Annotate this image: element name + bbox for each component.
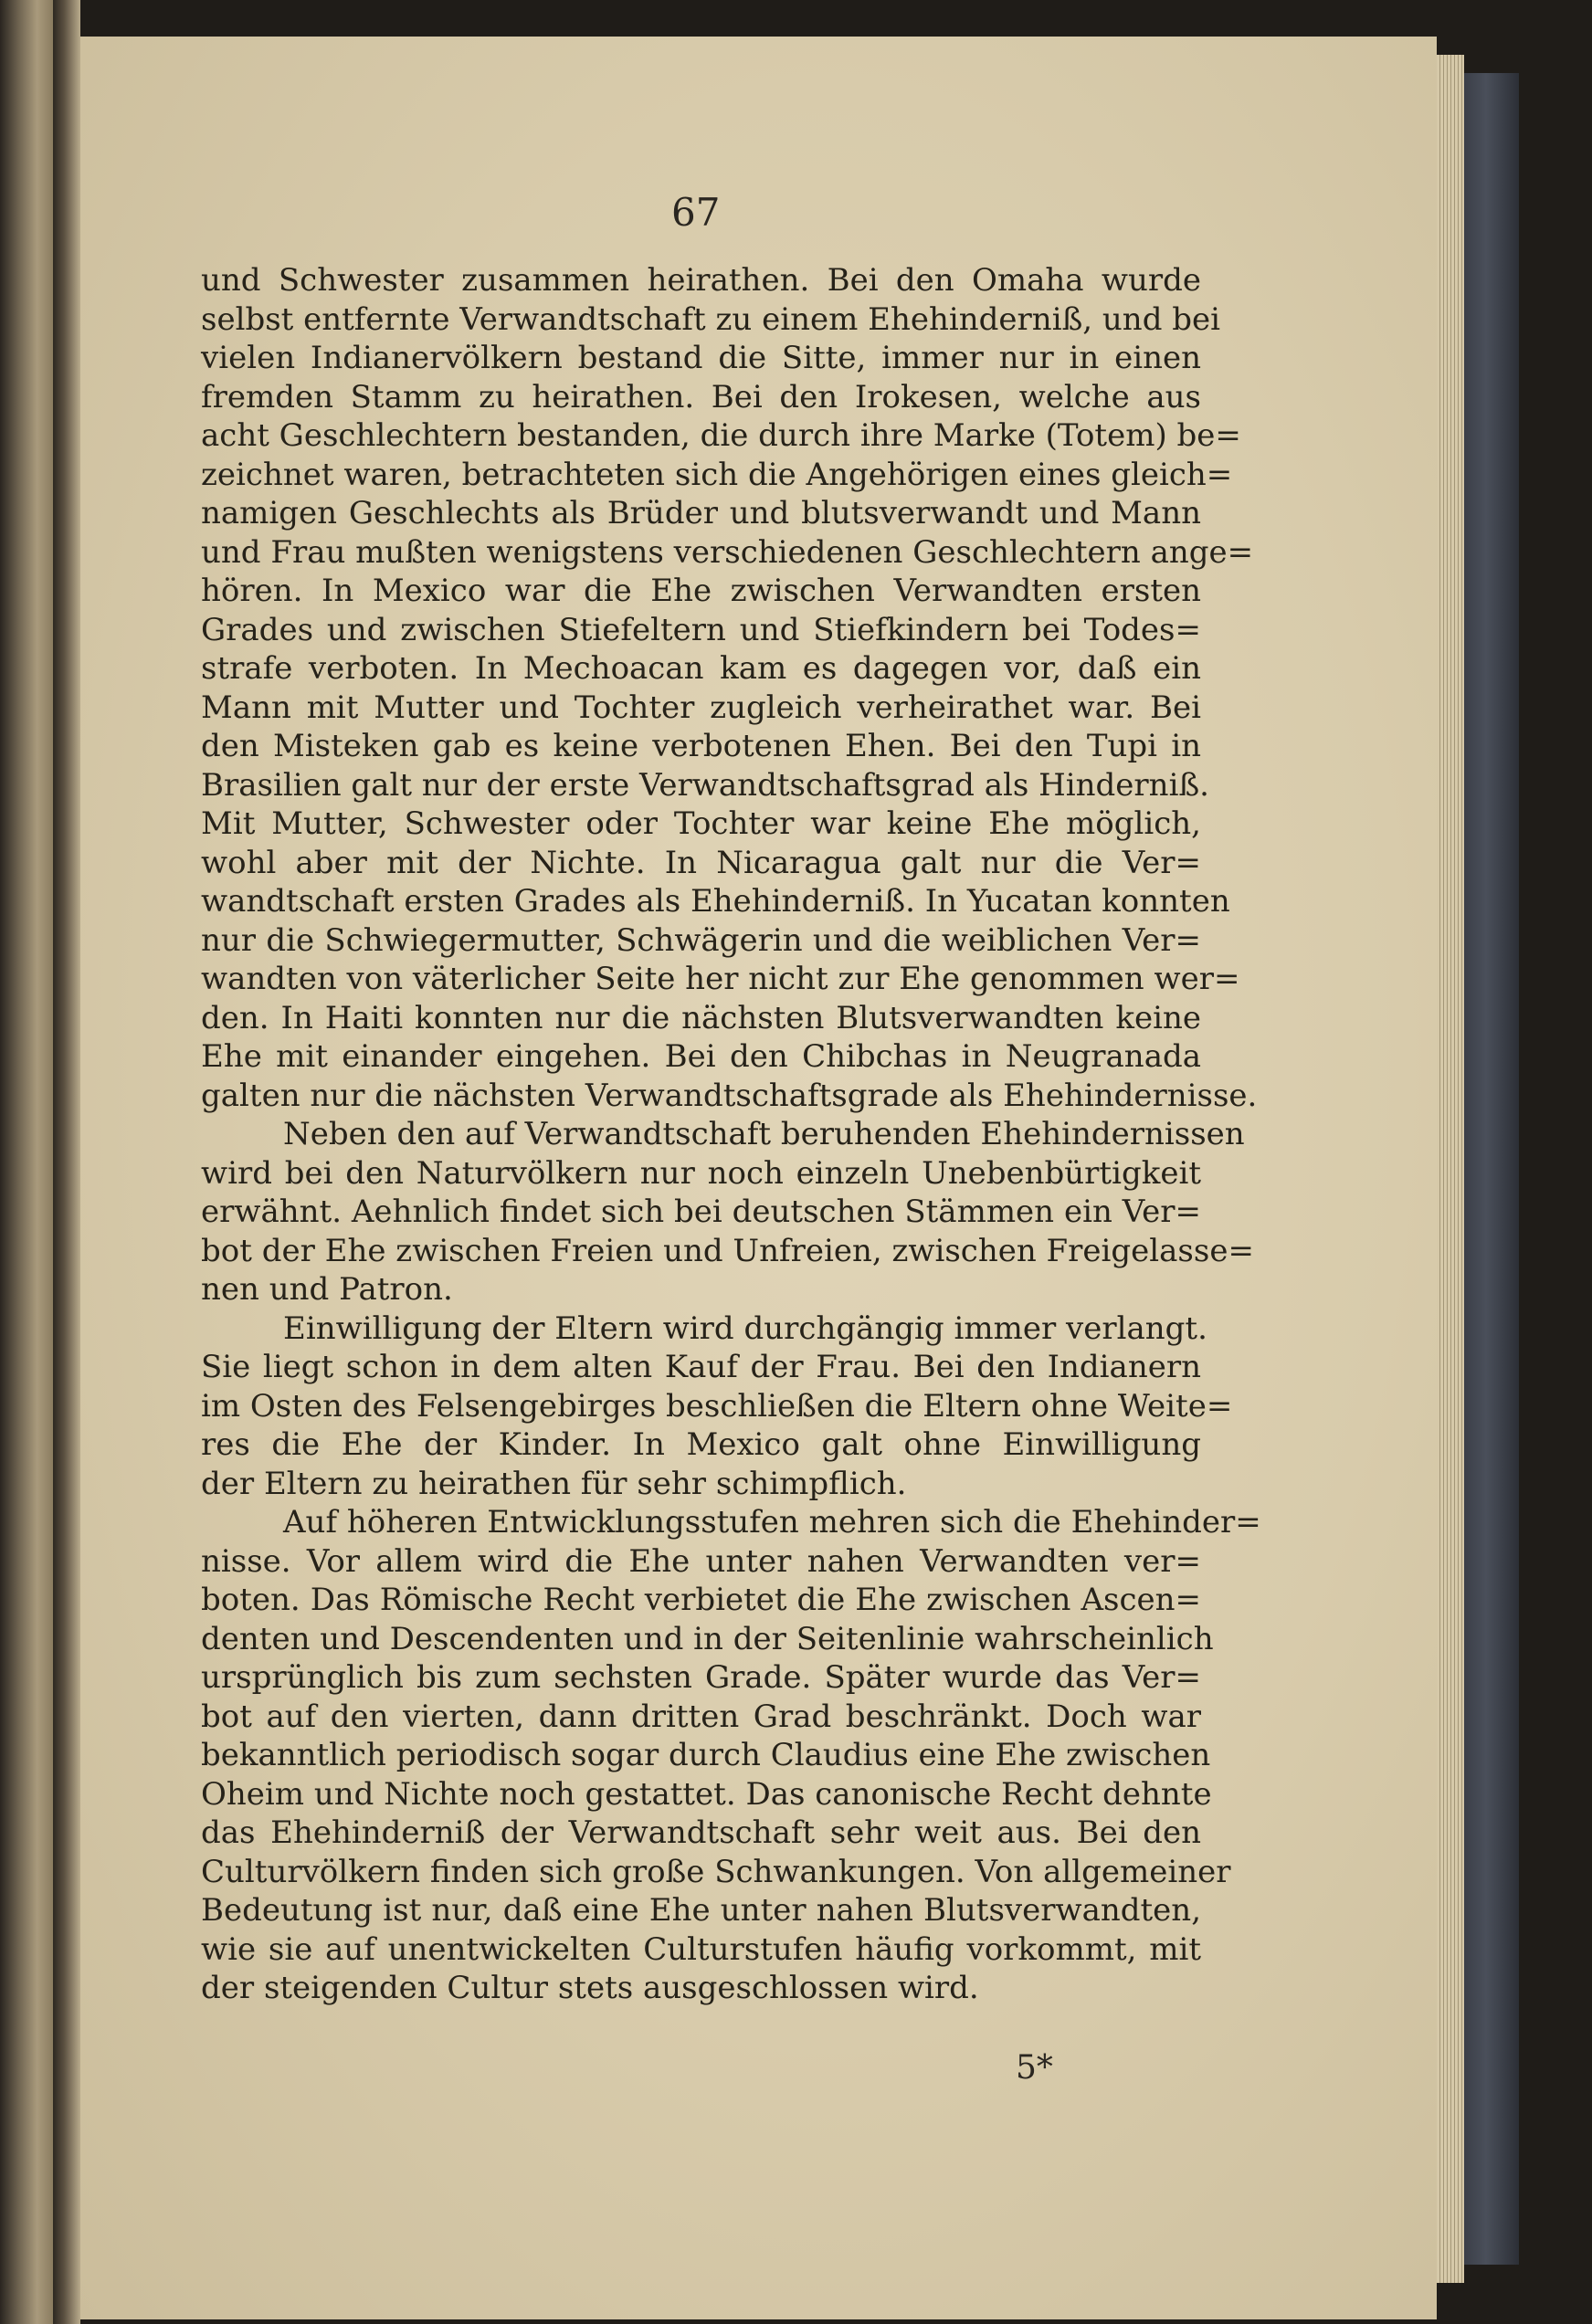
text-line: wohl aber mit der Nichte. In Nicaragua galt nur die Ver= — [201, 844, 1201, 881]
text-line: und Frau mußten wenigstens verschiedenen Geschlechtern ange= — [201, 533, 1254, 571]
text-line: namigen Geschlechts als Brüder und blutsverwandt und Mann — [201, 495, 1201, 531]
text-line: Bedeutung ist nur, daß eine Ehe unter nahen Blutsverwandten, — [201, 1892, 1201, 1929]
text-line: der Eltern zu heirathen für sehr schimpflich. — [201, 1465, 907, 1502]
text-line: selbst entfernte Verwandtschaft zu einem Ehehinderniß, und bei — [201, 300, 1221, 338]
text-line: Brasilien galt nur der erste Verwandtschaftsgrad als Hinderniß. — [201, 766, 1209, 804]
text-line: Neben den auf Verwandtschaft beruhenden Ehehindernissen — [283, 1116, 1245, 1152]
text-line: den. In Haiti konnten nur die nächsten Blutsverwandten keine — [201, 999, 1201, 1036]
text-line: Auf höheren Entwicklungsstufen mehren sich die Ehehinder= — [283, 1504, 1261, 1541]
text-line: nur die Schwiegermutter, Schwägerin und die weiblichen Ver= — [201, 921, 1201, 959]
left-page-edge — [0, 0, 53, 2324]
page-number: 67 — [671, 190, 721, 235]
text-line: das Ehehinderniß der Verwandtschaft sehr weit aus. Bei den — [201, 1814, 1201, 1851]
text-line: den Misteken gab es keine verbotenen Ehen. Bei den Tupi in — [201, 728, 1201, 764]
book-cover-edge — [1464, 73, 1519, 2265]
text-line: galten nur die nächsten Verwandtschaftsgrade als Ehehindernisse. — [201, 1077, 1258, 1114]
text-line: wie sie auf unentwickelten Culturstufen häufig vorkommt, mit — [201, 1930, 1201, 1968]
text-line: nisse. Vor allem wird die Ehe unter nahen Verwandten ver= — [201, 1542, 1201, 1580]
text-line: erwähnt. Aehnlich findet sich bei deutschen Stämmen ein Ver= — [201, 1194, 1201, 1230]
text-line: und Schwester zusammen heirathen. Bei den Omaha wurde — [201, 262, 1201, 299]
text-line: Grades und zwischen Stiefeltern und Stiefkindern bei Todes= — [201, 611, 1201, 648]
text-line: bekanntlich periodisch sogar durch Claudius eine Ehe zwischen — [201, 1737, 1211, 1773]
signature-mark: 5* — [1016, 2049, 1053, 2087]
text-line: fremden Stamm zu heirathen. Bei den Irokesen, welche aus — [201, 378, 1201, 415]
text-line: vielen Indianervölkern bestand die Sitte, immer nur in einen — [201, 340, 1201, 376]
text-line: nen und Patron. — [201, 1271, 453, 1308]
text-line: Einwilligung der Eltern wird durchgängig immer verlangt. — [283, 1309, 1207, 1347]
text-line: Mann mit Mutter und Tochter zugleich verheirathet war. Bei — [201, 689, 1201, 726]
text-line: res die Ehe der Kinder. In Mexico galt ohne Einwilligung — [201, 1426, 1201, 1463]
text-line: der steigenden Cultur stets ausgeschlossen wird. — [201, 1970, 979, 2006]
body-text — [201, 261, 1261, 2008]
text-line: bot auf den vierten, dann dritten Grad beschränkt. Doch war — [201, 1698, 1201, 1735]
text-line: hören. In Mexico war die Ehe zwischen Verwandten ersten — [201, 573, 1201, 609]
text-line: Culturvölkern finden sich große Schwankungen. Von allgemeiner — [201, 1853, 1231, 1890]
text-line: wandtschaft ersten Grades als Ehehinderniß. In Yucatan konnten — [201, 883, 1230, 920]
text-line: bot der Ehe zwischen Freien und Unfreien, zwischen Freigelasse= — [201, 1232, 1254, 1269]
page-edges — [1437, 55, 1464, 2283]
text-line: im Osten des Felsengebirges beschließen die Eltern ohne Weite= — [201, 1387, 1233, 1425]
text-line: acht Geschlechtern bestanden, die durch ihre Marke (Totem) be= — [201, 417, 1241, 454]
text-line: Oheim und Nichte noch gestattet. Das canonische Recht dehnte — [201, 1775, 1212, 1813]
text-line: boten. Das Römische Recht verbietet die Ehe zwischen Ascen= — [201, 1582, 1201, 1618]
text-line: wird bei den Naturvölkern nur noch einzeln Unebenbürtigkeit — [201, 1154, 1201, 1192]
text-line: Mit Mutter, Schwester oder Tochter war keine Ehe möglich, — [201, 805, 1201, 842]
text-line: Sie liegt schon in dem alten Kauf der Frau. Bei den Indianern — [201, 1349, 1201, 1385]
text-line: zeichnet waren, betrachteten sich die Angehörigen eines gleich= — [201, 456, 1233, 493]
text-line: denten und Descendenten und in der Seitenlinie wahrscheinlich — [201, 1620, 1214, 1657]
text-line: strafe verboten. In Mechoacan kam es dagegen vor, daß ein — [201, 650, 1201, 687]
text-line: Ehe mit einander eingehen. Bei den Chibchas in Neugranada — [201, 1038, 1201, 1075]
book-gutter — [53, 0, 80, 2324]
text-line: wandten von väterlicher Seite her nicht zur Ehe genommen wer= — [201, 961, 1240, 997]
text-line: ursprünglich bis zum sechsten Grade. Später wurde das Ver= — [201, 1659, 1201, 1696]
